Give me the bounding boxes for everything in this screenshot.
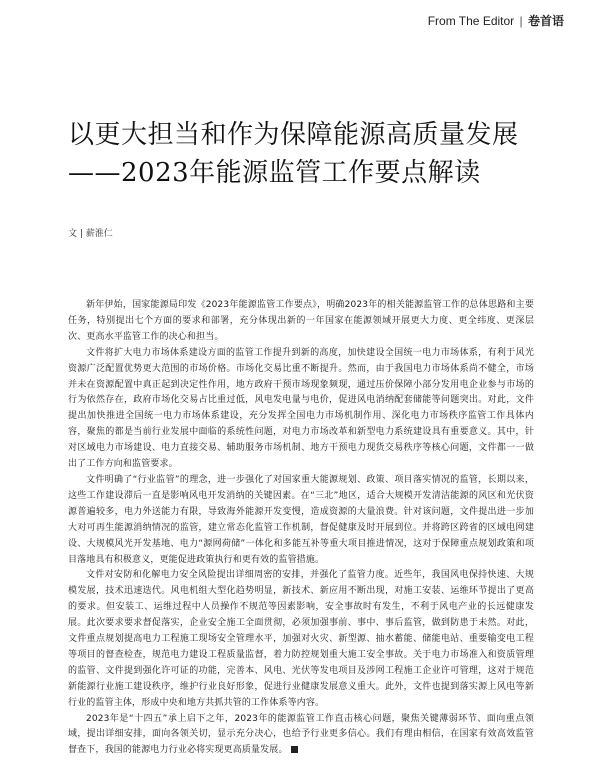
article-body [68, 298, 534, 759]
article-title [68, 116, 568, 192]
running-head-column: 卷首语 [527, 14, 564, 28]
paragraph-4: 文件对安防和化解电力安全风险提出详细周密的安排，并强化了监管力度。近些年，我国风电保持快速、大规模发展，技术迅速迭代。风电机组大型化趋势明显，新技术、新应用不断出现，对施工安装、运维环节提出了更高的要求。但安装工、运维过程中人员操作不规范等因素影响，安全事故时有发生，不利于风电产业的长远健康发展。此次要求要求督促落实，企业安全施工全面贯彻，必须加强事前、事中、事后监管，做到防患于未然。对此，文件重点规划提高电力工程施工现场安全管理水平，加强对火灾、新型源、抽水蓄能、储能电站、重要输变电工程等项目的督查检查，规范电力建设工程质量监督，着力防控规划重大施工安全事故。关于电力市场准入和资质管理的监管、文件提到强化许可证的功能，完善本、风电、光伏等发电项目及涉网工程施工企业许可管理，这对于规范新能源行业施工建设秩序，维护行业良好形象，促进行业健康发展意义重大。此外，文件也提到落实源上风电等新行业的监管主体，形成中央和地方共抓共管的工作体系等内容。 [68, 570, 534, 708]
paragraph-5 [68, 712, 534, 760]
paragraph-1: 新年伊始，国家能源局印发《2023年能源监管工作要点》，明确2023年的相关能源监管工作的总体思路和主要任务，特别提出七个方面的要求和部署，充分体现出新的一年国家在能源领域开展更大力度、更全纬度、更深层次、更高水平监管工作的决心和担当。 [68, 300, 534, 342]
paragraph-5-text: 2023年是“十四五”承上启下之年，2023年的能源监管工作直击核心问题，聚焦关键薄弱环节、面向重点领域，提出详细安排，面向各领关切，显示充分决心，也给予行业更多信心。我们有理由相信，在国家有效高效监管督查下，我国的能源电力行业必将实现更高质量发展。 [68, 713, 534, 756]
running-head-label: From The Editor [427, 14, 515, 28]
title-line-2: ——2023年能源监管工作要点解读 [68, 158, 481, 188]
paragraph-3: 文件明确了“行业监管”的理念，进一步强化了对国家重大能源规划、政策、项目落实情况的监管，长期以来，这些工作建设滞后一直是影响风电开发消纳的关键因素。在“三北”地区，适合大规模开发清洁能源的风区和光伏资源普遍较多，电力外送能力有限，导致海外能源开发变慢，造成资源的大量浪费。针对该问题，文件提出进一步加大对可再生能源消纳情况的监管，建立常态化监管工作机制，督促健康及时开展到位。并将跨区跨省的区域电网建设、大规模风光开发基地、电力“源网荷储”一体化和多能互补等重大项目推进情况，这对于保障重点规划政策和项目落地具有积极意义，更能促进政策执行和更有效的监管措施。 [68, 474, 534, 565]
byline: 文 | 薪淮仁 [68, 229, 113, 239]
paragraph-2: 文件将扩大电力市场体系建设方面的监管工作提升到新的高度，加快建设全国统一电力市场体系，有利于风光资源广泛配置优势更大范围的市场价格。市场化交易比重不断提升。然而，由于我国电力市场体系尚不健全，市场并未在资源配置中真正起到决定性作用，地方政府干预市场现象频现，通过压价保障小部分发用电企业参与市场的行为依然存在，政府市场化交易占比重过低，风电发电量与电价，促进风电消纳配套储能等问题突出。对此，文件提出加快推进全国统一电力市场体系建设，充分发挥全国电力市场机制作用、深化电力市场秩序监管工作具体内容，聚焦的都是当前行业发展中面临的系统性问题，对电力市场改革和新型电力系统建设具有重要意义。其中，针对区域电力市场建设、电力直接交易、辅助服务市场机制、地方干预电力现货交易秩序等核心问题，文件都一一做出了工作方向和监管要求。 [68, 347, 534, 470]
running-head-separator: | [519, 14, 523, 28]
running-head [428, 12, 564, 29]
end-mark-icon [291, 746, 298, 753]
title-line-1: 以更大担当和作为保障能源高质量发展 [68, 120, 519, 150]
